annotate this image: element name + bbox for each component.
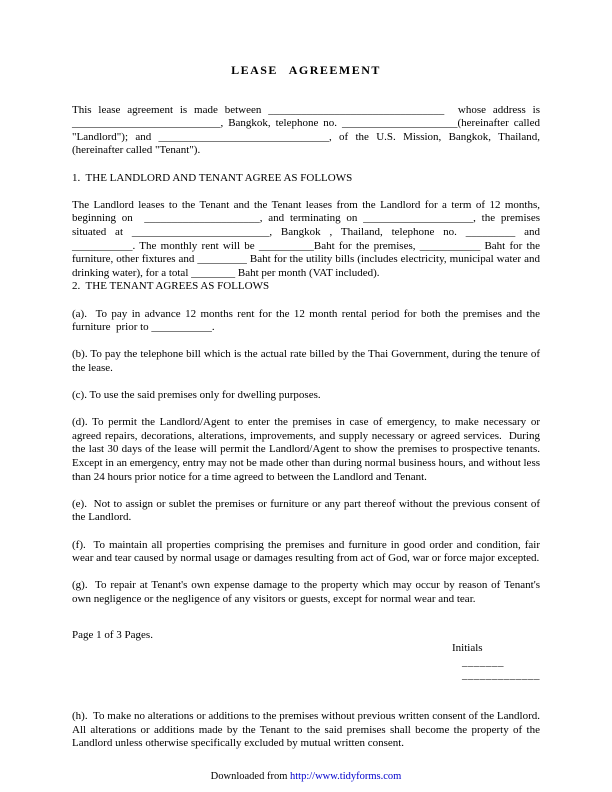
section-1-heading: 1. THE LANDLORD AND TENANT AGREE AS FOLLOWS bbox=[72, 171, 353, 184]
initials-label: Initials bbox=[452, 642, 483, 655]
section-2-heading: 2. THE TENANT AGREES AS FOLLOWS bbox=[72, 280, 270, 293]
download-link[interactable]: http://www.tidyforms.com bbox=[290, 771, 402, 783]
clause-d: (d). To permit the Landlord/Agent to enter the premises in case of emergency, to make necessary or agreed repairs, decorations, alterations, improvements, and supply necessary or agreed services. During the last 30 days of the lease will permit the Landlord/Agent to show the premises to prospective tenants. Except in an emergency, entry may not be made other than during normal business hours, and without less than 24 hours prior notice for a time agreed to between the Landlord and Tenant. bbox=[72, 416, 543, 483]
initials-blank-1: _______ bbox=[462, 655, 504, 668]
section-1-paragraph: The Landlord leases to the Tenant and the Tenant leases from the Landlord for a term of 12 months, beginning on _____________________, and terminating on ____________________, the premises situated at _________________________, Bangkok , Thailand, telephone no. _________ and ___________. The monthly rent will be __________Baht for the premises, ___________ Baht for the furniture, other fixtures and _________ Baht for the utility bills (includes electricity, municipal water and drinking water), for a total ________ Baht per month (VAT included). bbox=[72, 198, 543, 279]
clause-h: (h). To make no alterations or additions to the premises without previous written consent of the Landlord. All alterations or additions made by the Tenant to the said premises shall become the property of the Landlord unless otherwise specifically excluded by mutual written consent. bbox=[72, 710, 546, 750]
initials-blank-2: _____________ bbox=[462, 669, 540, 682]
download-footer bbox=[0, 770, 612, 784]
page-footer-row bbox=[72, 629, 540, 697]
document-title: LEASE AGREEMENT bbox=[231, 63, 381, 77]
clause-f: (f). To maintain all properties comprising the premises and furniture in good order and condition, fair wear and tear caused by normal usage or damages resulting from act of God, war or force major excepted. bbox=[72, 538, 543, 565]
page-number-label: Page 1 of 3 Pages. bbox=[72, 628, 153, 641]
clause-b: (b). To pay the telephone bill which is the actual rate billed by the Thai Government, during the tenure of the lease. bbox=[72, 348, 543, 374]
clause-g: (g). To repair at Tenant's own expense damage to the property which may occur by reason of Tenant's own negligence or the negligence of any visitors or guests, except for normal wear and tear. bbox=[72, 579, 543, 605]
initials-group bbox=[430, 629, 540, 697]
intro-paragraph: This lease agreement is made between ________________________________ whose address is ___________________________, Bangkok, telephone no. _____________________(hereinafter called "Landlord"); and _______________________________, of the U.S. Mission, Bangkok, Thailand, (hereinafter called "Tenant"). bbox=[72, 103, 543, 157]
clause-c: (c). To use the said premises only for dwelling purposes. bbox=[72, 389, 321, 402]
clause-e: (e). Not to assign or sublet the premises or furniture or any part thereof without the previous consent of the Landlord. bbox=[72, 497, 543, 524]
document-content bbox=[72, 63, 546, 765]
clause-a: (a). To pay in advance 12 months rent for the 12 month rental period for both the premises and the furniture prior to ___________. bbox=[72, 307, 543, 334]
download-prefix-text: Downloaded from bbox=[210, 771, 290, 783]
